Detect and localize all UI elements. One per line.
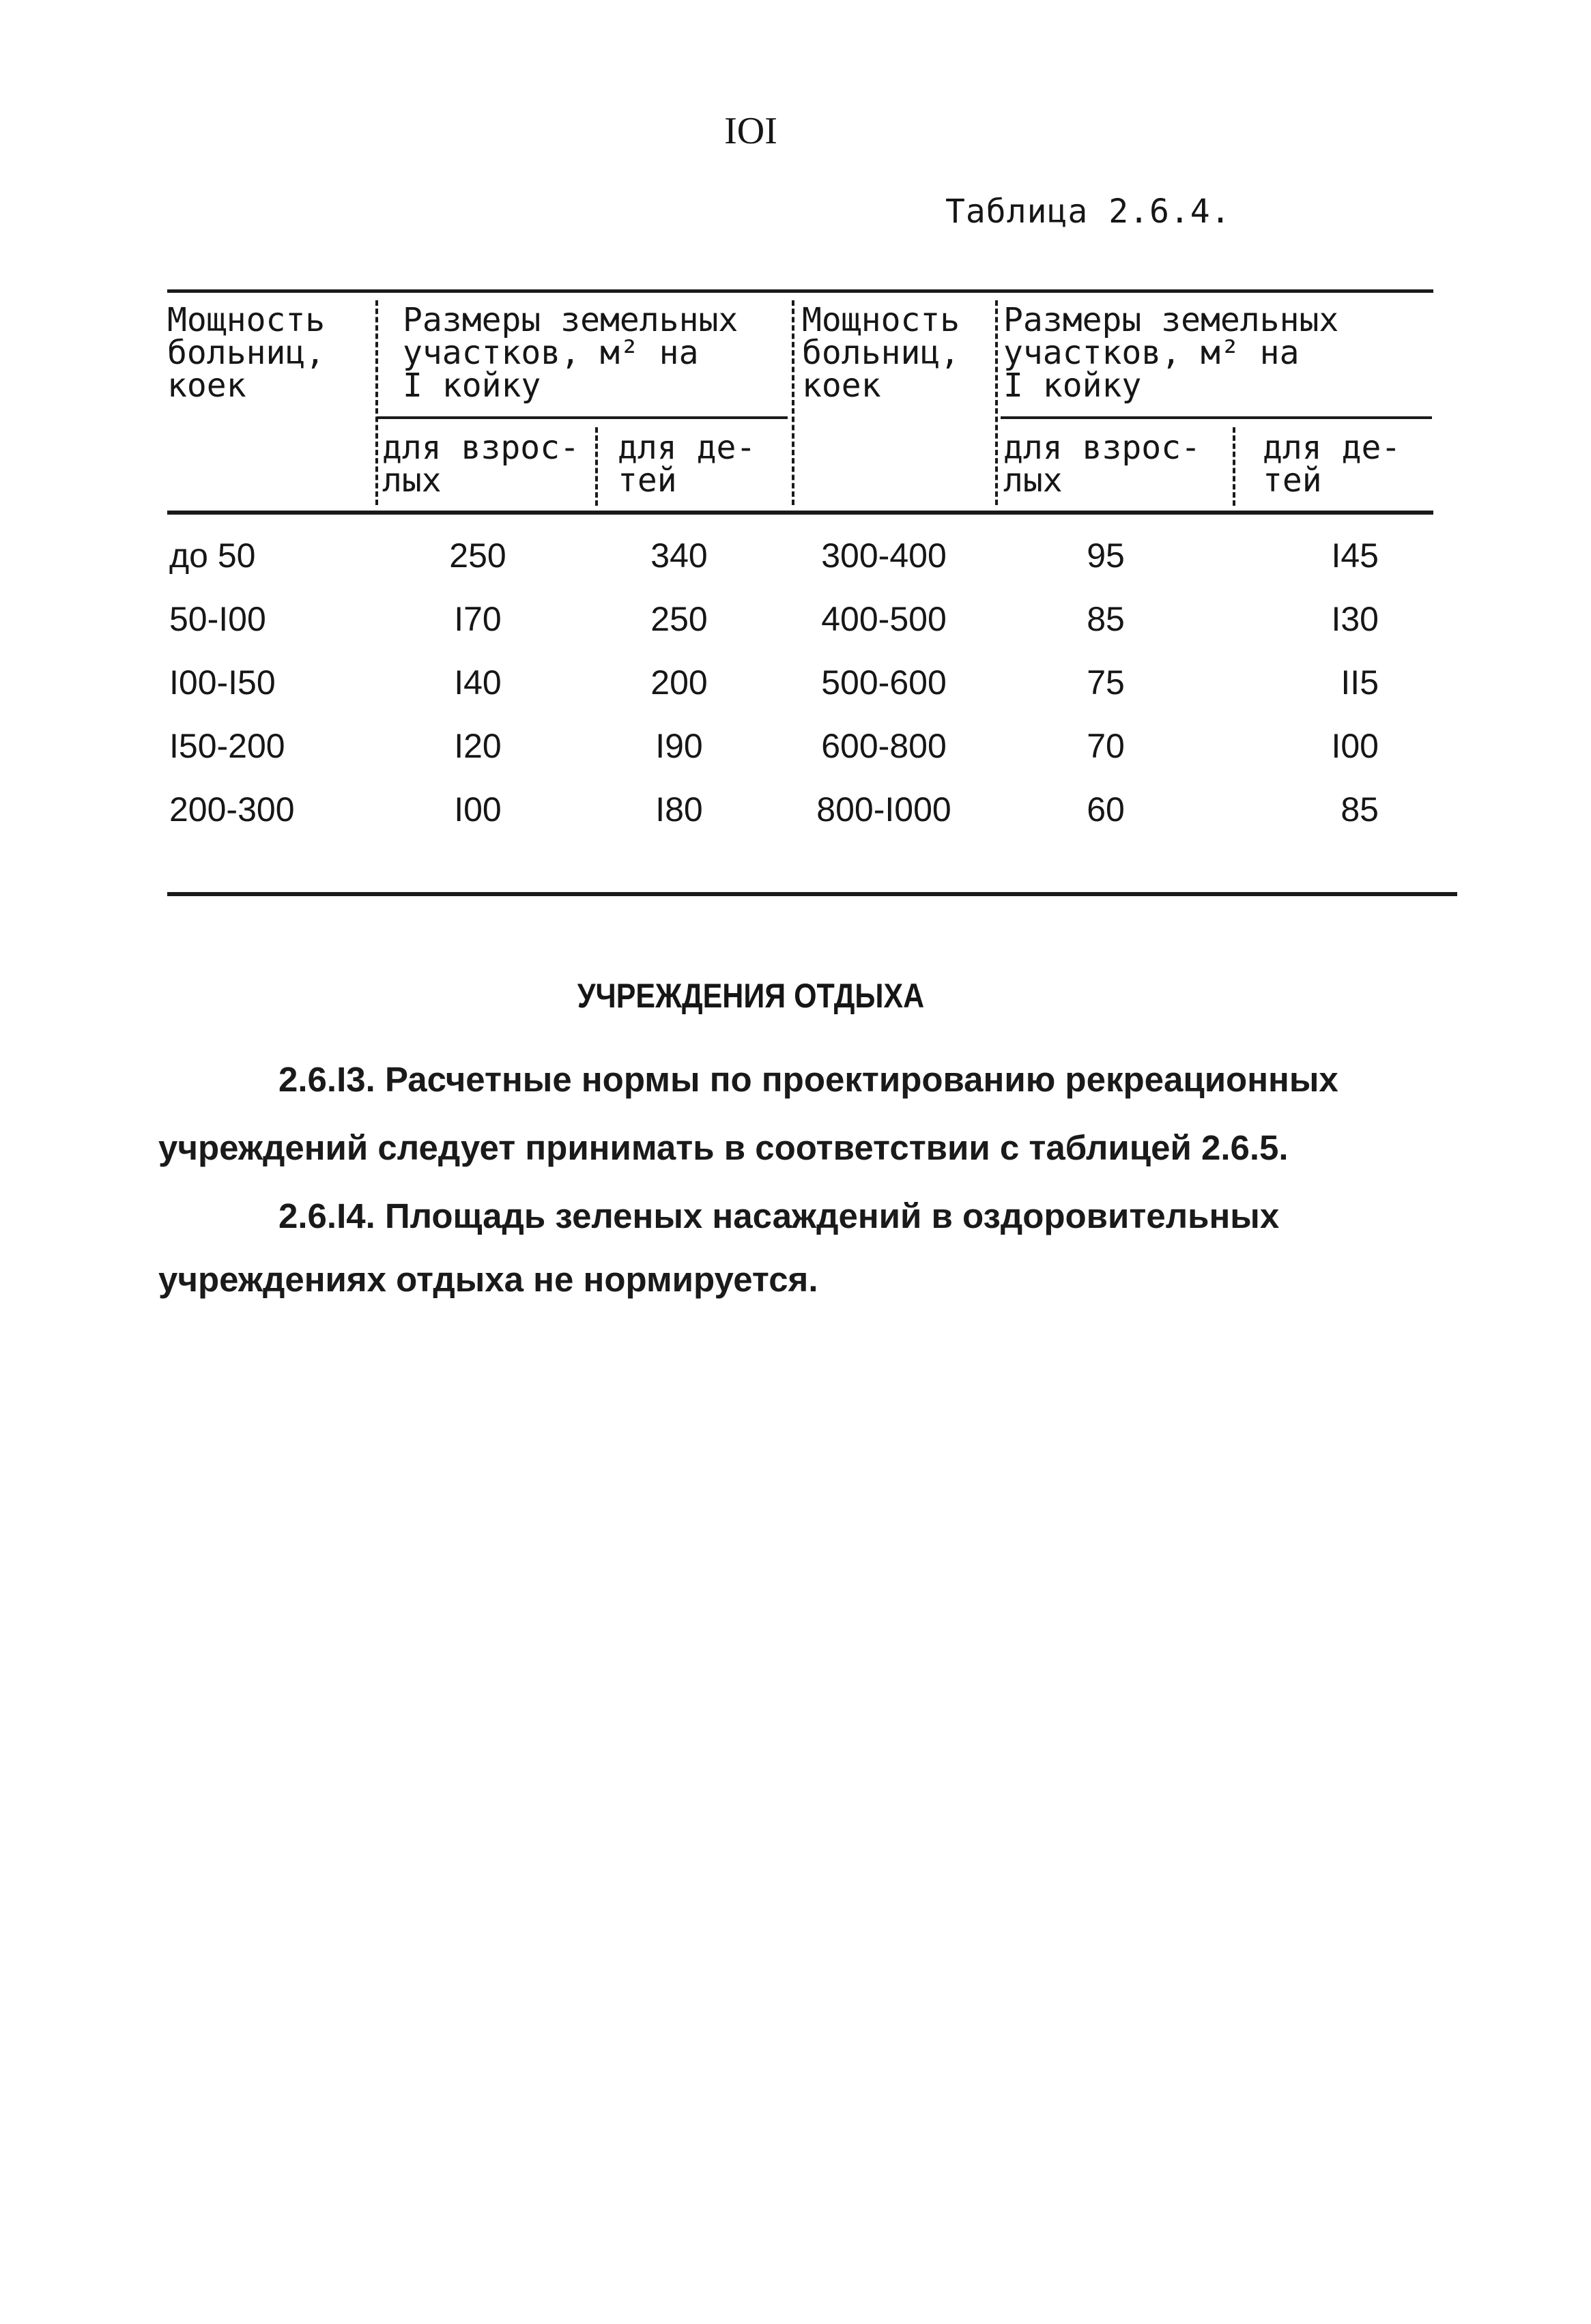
capacity-cell: I00-I50: [169, 663, 276, 702]
adults-cell: 60: [1087, 790, 1125, 829]
subheader-rule-right: [1001, 416, 1432, 419]
column-divider: [595, 427, 598, 506]
column-divider: [792, 300, 794, 505]
adults-cell: 70: [1087, 727, 1125, 765]
children-cell: 250: [650, 600, 708, 638]
capacity-cell: 600-800: [821, 727, 947, 765]
adults-cell: I40: [454, 663, 502, 702]
paragraph-2-6-13-line-2: учреждений следует принимать в соответствии с таблицей 2.6.5.: [158, 1128, 1289, 1167]
capacity-cell: I50-200: [169, 727, 285, 765]
header-capacity-left: Мощность больниц, коек: [167, 301, 326, 405]
subheader-rule-left: [377, 416, 788, 419]
capacity-cell: 300-400: [821, 536, 947, 575]
children-cell: II5: [1341, 663, 1379, 702]
header-sizes-left: Размеры земельных участков, м² на I койку: [403, 301, 739, 405]
column-divider: [995, 300, 998, 505]
adults-cell: 75: [1087, 663, 1125, 702]
adults-cell: 85: [1087, 600, 1125, 638]
page-number: IOI: [724, 110, 777, 152]
capacity-cell: 200-300: [169, 790, 295, 829]
paragraph-2-6-14-line-2: учреждениях отдыха не нормируется.: [158, 1260, 818, 1299]
header-bottom-rule: [167, 511, 1433, 515]
table-row: [0, 599, 1591, 663]
column-divider: [1233, 427, 1235, 506]
capacity-cell: 50-I00: [169, 600, 266, 638]
header-sizes-right: Размеры земельных участков, м² на I койку: [1003, 301, 1339, 405]
children-cell: I30: [1331, 600, 1379, 638]
capacity-cell: до 50: [169, 536, 256, 575]
header-adults-right: для взрос- лых: [1003, 429, 1201, 500]
column-divider: [375, 300, 378, 505]
children-cell: 340: [650, 536, 708, 575]
adults-cell: I20: [454, 727, 502, 765]
capacity-cell: 800-I000: [816, 790, 951, 829]
children-cell: I80: [655, 790, 703, 829]
table-body: [0, 536, 1591, 853]
children-cell: 85: [1341, 790, 1379, 829]
table-end-rule: [167, 892, 1457, 896]
header-adults-left: для взрос- лых: [382, 429, 579, 500]
adults-cell: 250: [449, 536, 506, 575]
paragraph-2-6-13-line-1: 2.6.I3. Расчетные нормы по проектированию рекреационных: [278, 1060, 1338, 1099]
section-heading: УЧРЕЖДЕНИЯ ОТДЫХА: [577, 977, 925, 1015]
header-children-left: для де- тей: [618, 429, 756, 500]
table-top-rule: [167, 289, 1433, 293]
table-row: [0, 726, 1591, 790]
table-row: [0, 663, 1591, 726]
adults-cell: 95: [1087, 536, 1125, 575]
children-cell: I90: [655, 727, 703, 765]
table-row: [0, 790, 1591, 853]
capacity-cell: 400-500: [821, 600, 947, 638]
table-row: [0, 536, 1591, 599]
capacity-cell: 500-600: [821, 663, 947, 702]
adults-cell: I70: [454, 600, 502, 638]
children-cell: 200: [650, 663, 708, 702]
paragraph-2-6-14-line-1: 2.6.I4. Площадь зеленых насаждений в оздоровительных: [278, 1196, 1280, 1235]
children-cell: I00: [1331, 727, 1379, 765]
header-capacity-right: Мощность больниц, коек: [802, 301, 960, 405]
table-caption: Таблица 2.6.4.: [945, 192, 1231, 231]
adults-cell: I00: [454, 790, 502, 829]
header-children-right: для де- тей: [1263, 429, 1401, 500]
children-cell: I45: [1331, 536, 1379, 575]
